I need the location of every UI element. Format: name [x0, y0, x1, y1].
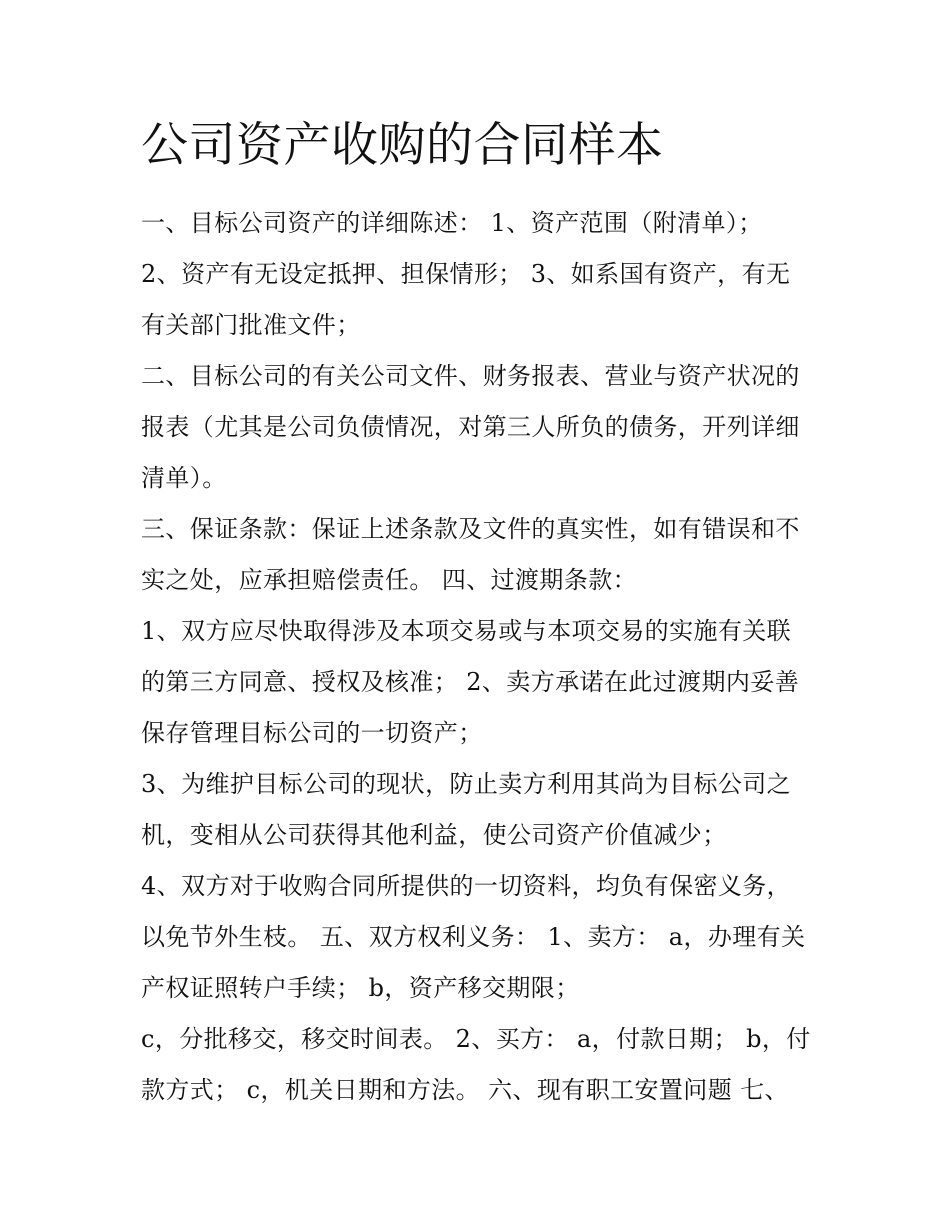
- text-line: 二、目标公司的有关公司文件、财务报表、营业与资产状况的: [141, 362, 800, 390]
- text-line: 以免节外生枝。 五、双方权利义务： 1、卖方： a，办理有关: [141, 923, 806, 951]
- text-line: 实之处，应承担赔偿责任。 四、过渡期条款：: [141, 566, 638, 594]
- text-line: 报表（尤其是公司负债情况，对第三人所负的债务，开列详细: [141, 413, 800, 441]
- text-line: 产权证照转户手续； b，资产移交期限；: [141, 974, 580, 1002]
- text-line: 一、目标公司资产的详细陈述： 1、资产范围（附清单）；: [141, 209, 763, 237]
- text-line: 清单）。: [141, 464, 227, 492]
- text-line: 保存管理目标公司的一切资产；: [141, 719, 483, 747]
- text-line: 2、资产有无设定抵押、担保情形； 3、如系国有资产，有无: [141, 260, 791, 288]
- text-line: 机，变相从公司获得其他利益，使公司资产价值减少；: [141, 821, 727, 849]
- text-line: 三、保证条款：保证上述条款及文件的真实性，如有错误和不: [141, 515, 800, 543]
- text-line: 的第三方同意、授权及核准； 2、卖方承诺在此过渡期内妥善: [141, 668, 800, 696]
- text-line: 3、为维护目标公司的现状，防止卖方利用其尚为目标公司之: [141, 770, 792, 798]
- text-line: 4、双方对于收购合同所提供的一切资料，均负有保密义务，: [141, 872, 792, 900]
- document-title: 公司资产收购的合同样本: [141, 118, 664, 173]
- text-line: 1、双方应尽快取得涉及本项交易或与本项交易的实施有关联: [141, 617, 792, 645]
- document-body: [141, 198, 821, 1116]
- text-line: 有关部门批准文件；: [141, 311, 361, 339]
- text-line: 款方式； c，机关日期和方法。 六、现有职工安置问题 七、: [141, 1076, 789, 1104]
- text-line: c，分批移交，移交时间表。 2、买方： a，付款日期； b，付: [141, 1025, 811, 1053]
